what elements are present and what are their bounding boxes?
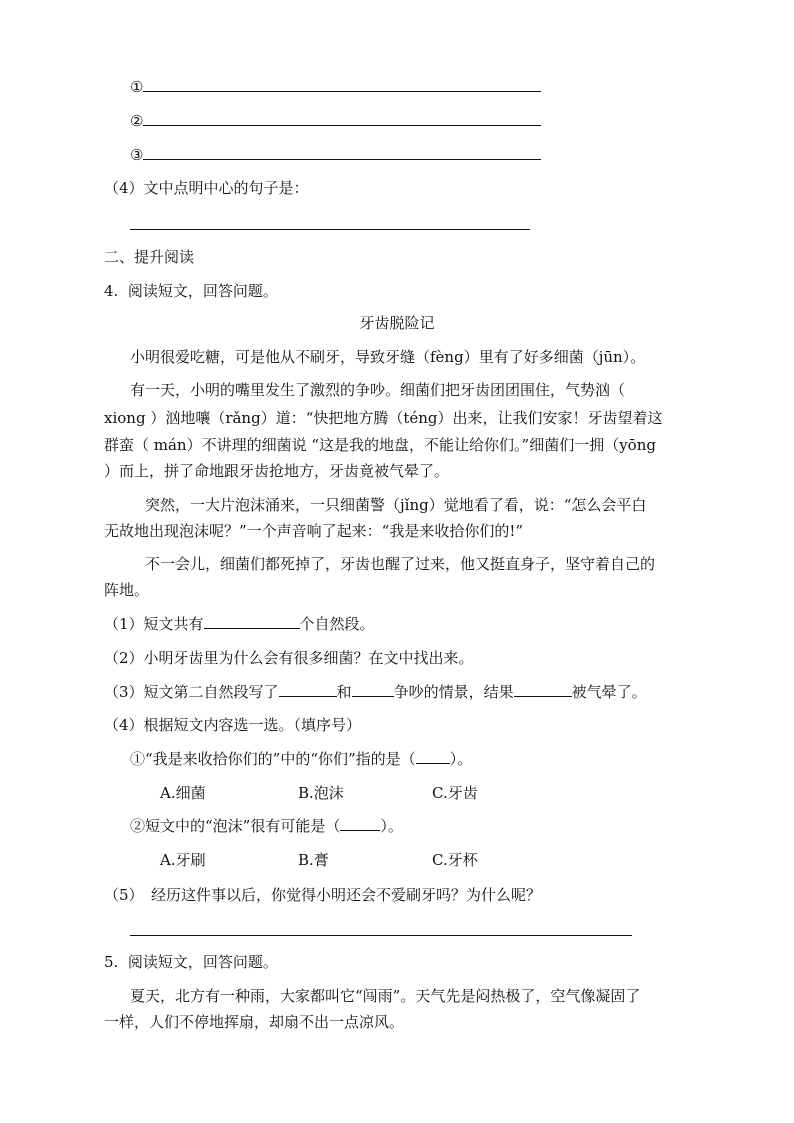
question-text: ）。 xyxy=(449,750,473,768)
answer-blank[interactable] xyxy=(514,682,572,697)
answer-blank[interactable] xyxy=(352,682,394,697)
passage-line: 不一会儿，细菌们都死掉了，牙齿也醒了过来，他又挺直身子，坚守着自己的 xyxy=(145,555,656,573)
question-instruction: 阅读短文，回答问题。 xyxy=(127,953,278,971)
question-text: 被气晕了。 xyxy=(571,683,647,701)
answer-blank[interactable] xyxy=(130,935,632,936)
question-instruction: 阅读短文，回答问题。 xyxy=(127,282,278,300)
answer-line-1[interactable] xyxy=(130,77,541,97)
section-heading: 二、提升阅读 xyxy=(104,248,195,266)
answer-line-2[interactable] xyxy=(130,111,541,131)
question-4-4-1 xyxy=(130,749,472,769)
answer-blank[interactable] xyxy=(143,77,541,92)
question-3-4: （4）文中点明中心的句子是： xyxy=(104,179,309,197)
passage-line: ）而上，拼了命地跟牙齿抢地方，牙齿竟被气晕了。 xyxy=(104,462,450,480)
options-row xyxy=(160,850,478,870)
question-5-heading xyxy=(104,952,278,972)
question-text: ②短文中的“泡沫”很有可能是（ xyxy=(130,817,341,835)
question-text: ）。 xyxy=(380,817,403,835)
passage-line: 群蛮（ mán）不讲理的细菌说 “这是我的地盘，不能让给你们。”细菌们一拥（yōng xyxy=(104,436,656,454)
answer-blank[interactable] xyxy=(416,749,450,764)
answer-line-marker: ③ xyxy=(130,146,144,164)
option-a[interactable]: A.细菌 xyxy=(160,784,206,802)
question-4-5: （5） 经历这件事以后，你觉得小明还会不爱刷牙吗？为什么呢？ xyxy=(104,886,542,904)
passage-line: 阵地。 xyxy=(104,581,150,599)
question-number: 5. xyxy=(104,953,119,971)
question-4-1 xyxy=(104,614,375,634)
answer-blank[interactable] xyxy=(340,816,380,831)
question-number: 4. xyxy=(104,282,119,300)
passage-line: 有一天，小明的嘴里发生了激烈的争吵。细菌们把牙齿团团围住，气势汹（ xyxy=(130,381,626,399)
question-text: ①“我是来收拾你们的”中的“你们”指的是（ xyxy=(130,750,416,768)
question-text: 个自然段。 xyxy=(299,615,375,633)
question-text: 争吵的情景，结果 xyxy=(393,683,514,701)
question-text: （3）短文第二自然段写了 xyxy=(104,683,279,701)
answer-line-marker: ① xyxy=(130,78,144,96)
question-4-4-2 xyxy=(130,816,403,836)
question-4-heading xyxy=(104,281,278,301)
option-a[interactable]: A.牙刷 xyxy=(160,851,206,869)
option-c[interactable]: C.牙杯 xyxy=(432,851,478,869)
answer-blank[interactable] xyxy=(204,614,300,629)
passage-title: 牙齿脱险记 xyxy=(359,314,435,332)
option-b[interactable]: B.膏 xyxy=(298,851,329,869)
passage-line: 小明很爱吃糖，可是他从不刷牙，导致牙缝（fèng）里有了好多细菌（jūn）。 xyxy=(130,348,646,366)
answer-blank[interactable] xyxy=(130,229,530,230)
answer-line-3[interactable] xyxy=(130,145,541,165)
passage-line: 一样，人们不停地挥扇，却扇不出一点凉风。 xyxy=(104,1013,405,1031)
question-4-4: （4）根据短文内容选一选。（填序号） xyxy=(104,716,362,734)
passage-line: xiong ）汹地嚷（rǎng）道：“快把地方腾（téng）出来，让我们安家！牙齿望着这 xyxy=(104,409,663,427)
answer-line-marker: ② xyxy=(130,112,144,130)
option-b[interactable]: B.泡沫 xyxy=(298,784,344,802)
answer-blank[interactable] xyxy=(279,682,337,697)
option-c[interactable]: C.牙齿 xyxy=(432,784,478,802)
question-4-2: （2）小明牙齿里为什么会有很多细菌？在文中找出来。 xyxy=(104,649,474,667)
options-row xyxy=(160,783,478,803)
passage-line: 无故地出现泡沫呢？”一个声音响了起来：“我是来收拾你们的!” xyxy=(104,522,524,540)
answer-blank[interactable] xyxy=(143,111,541,126)
answer-blank[interactable] xyxy=(143,145,541,160)
passage-line: 夏天，北方有一种雨，大家都叫它“闯雨”。天气先是闷热极了，空气像凝固了 xyxy=(130,987,641,1005)
question-text: 和 xyxy=(336,683,352,701)
question-4-3 xyxy=(104,682,647,702)
question-text: （1）短文共有 xyxy=(104,615,204,633)
passage-line: 突然，一大片泡沫涌来，一只细菌警（jǐng）觉地看了看，说：“怎么会平白 xyxy=(145,496,647,514)
